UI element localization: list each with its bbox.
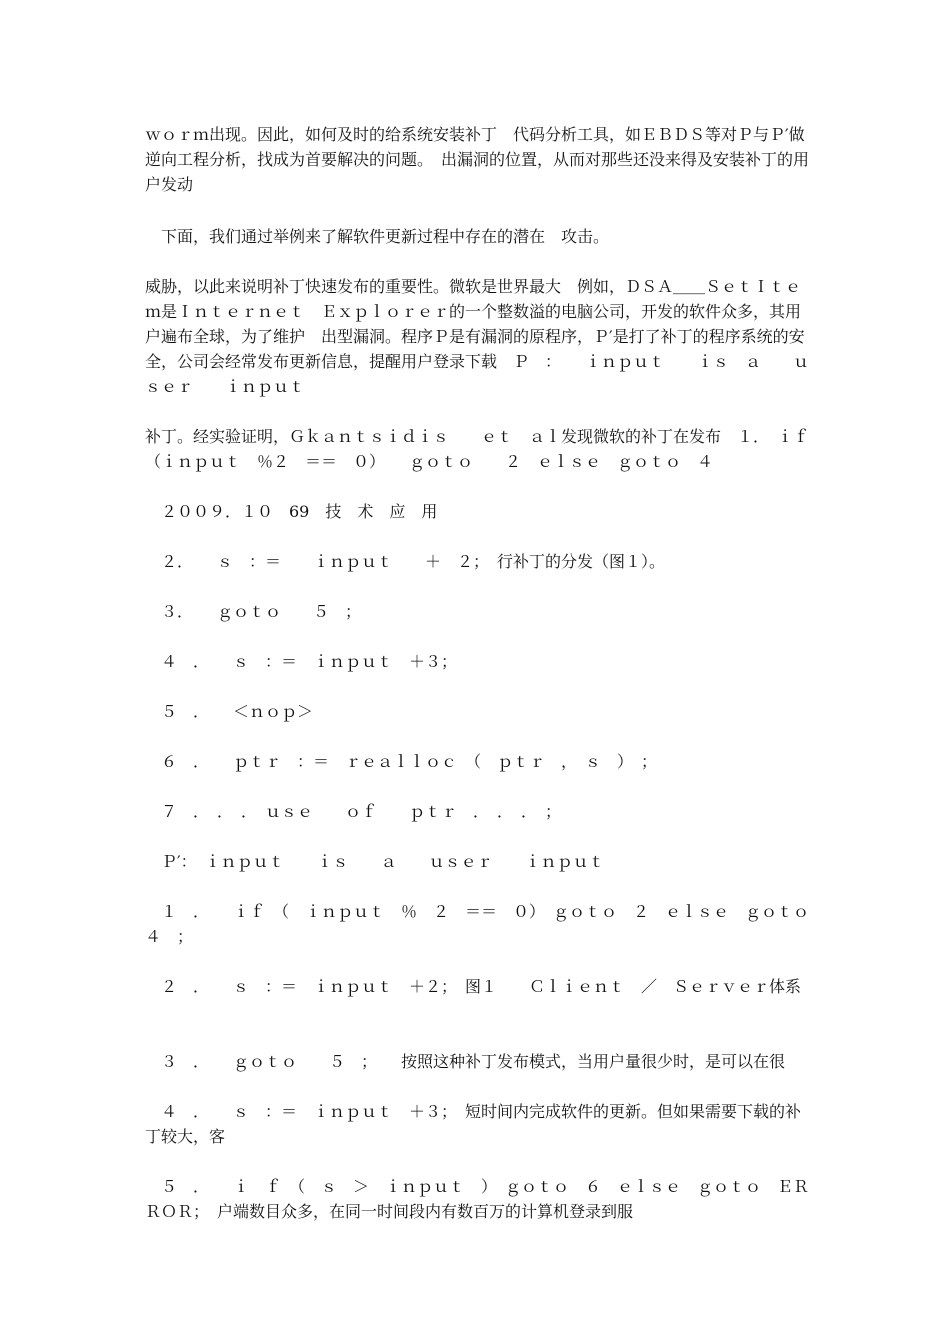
paragraph-threat: 威胁，以此来说明补丁快速发布的重要性。微软是世界最大 例如，ＤＳＡ＿＿ＳｅｔＩｔｅｍ是Ｉｎｔｅｒｎｅｔ Ｅｘｐｌｏｒｅｒ的一个整数溢的电脑公司，开发的软件众多，其用户遍布全球，为了维护 出型漏洞。程序Ｐ是有漏洞的原程序，Ｐ′是打了补丁的程序系统的安全，公司会经常发布更新信息，提醒用户登录下载 Ｐ ： ｉｎｐｕｔ ｉｓ ａ ｕｓｅｒ ｉｎｐｕｔ (145, 277, 810, 396)
code-line: ４ ． ｓ ：＝ ｉｎｐｕｔ ＋３； 短时间内完成软件的更新。但如果需要下载的补丁较大，客 (145, 1102, 802, 1146)
code-line: ６ ． ｐｔｒ ：＝ ｒｅａｌｌｏｃ （ ｐｔｒ ， ｓ ） ； (145, 752, 658, 771)
paragraph-worm-intro: ｗｏｒｍ出现。因此，如何及时的给系统安装补丁 代码分析工具，如ＥＢＤＳ等对Ｐ与Ｐ′做逆向工程分析，找成为首要解决的问题。 出漏洞的位置，从而对那些还没来得及安装补丁的用户发动 (145, 125, 810, 194)
page-footer-line: ２００９．１０ 69 技 术 应 用 (145, 502, 438, 521)
code-line: ５ ． ｉ ｆ （ ｓ ＞ ｉｎｐｕｔ ） ｇｏｔｏ ６ ｅｌｓｅ ｇｏｔｏ ＥＲＲＯＲ； 户端数目众多，在同一时间段内有数百万的计算机登录到服 (145, 1177, 810, 1221)
code-line: ３ ． ｇｏｔｏ ５ ； 按照这种补丁发布模式，当用户量很少时，是可以在很 (145, 1052, 786, 1071)
code-line: ５ ． ＜ｎｏｐ＞ (145, 702, 314, 721)
code-line: １ ． ｉｆ （ ｉｎｐｕｔ ％ ２ ＝＝ ０） ｇｏｔｏ ２ ｅｌｓｅ ｇｏｔｏ ４ ； (145, 902, 826, 946)
paragraph-example-intro: 下面，我们通过举例来了解软件更新过程中存在的潜在 攻击。 (145, 227, 610, 246)
code-header-p-prime: Ｐ′： ｉｎｐｕｔ ｉｓ ａ ｕｓｅｒ ｉｎｐｕｔ (145, 852, 605, 871)
code-line: ２ ． ｓ ：＝ ｉｎｐｕｔ ＋２； 图１ Ｃｌｉｅｎｔ ／ Ｓｅｒｖｅｒ体系 (145, 977, 802, 996)
code-line: ３． ｇｏｔｏ ５ ； (145, 602, 362, 621)
code-line: ４ ． ｓ ：＝ ｉｎｐｕｔ ＋３； (145, 652, 458, 671)
paragraph-patch-experiment: 补丁。经实验证明，Ｇｋａｎｔｓｉｄｉｓ ｅｔ ａｌ发现微软的补丁在发布 １． ｉｆ （ｉｎｐｕｔ ％２ ＝＝ ０） ｇｏｔｏ ２ ｅｌｓｅ ｇｏｔｏ ４ (145, 427, 826, 471)
code-line: ２． ｓ ：＝ ｉｎｐｕｔ ＋ ２； 行补丁的分发（图１）。 (145, 552, 666, 571)
code-line: ７ ． ． ． ｕｓｅ ｏｆ ｐｔｒ ． ． ． ； (145, 802, 562, 821)
